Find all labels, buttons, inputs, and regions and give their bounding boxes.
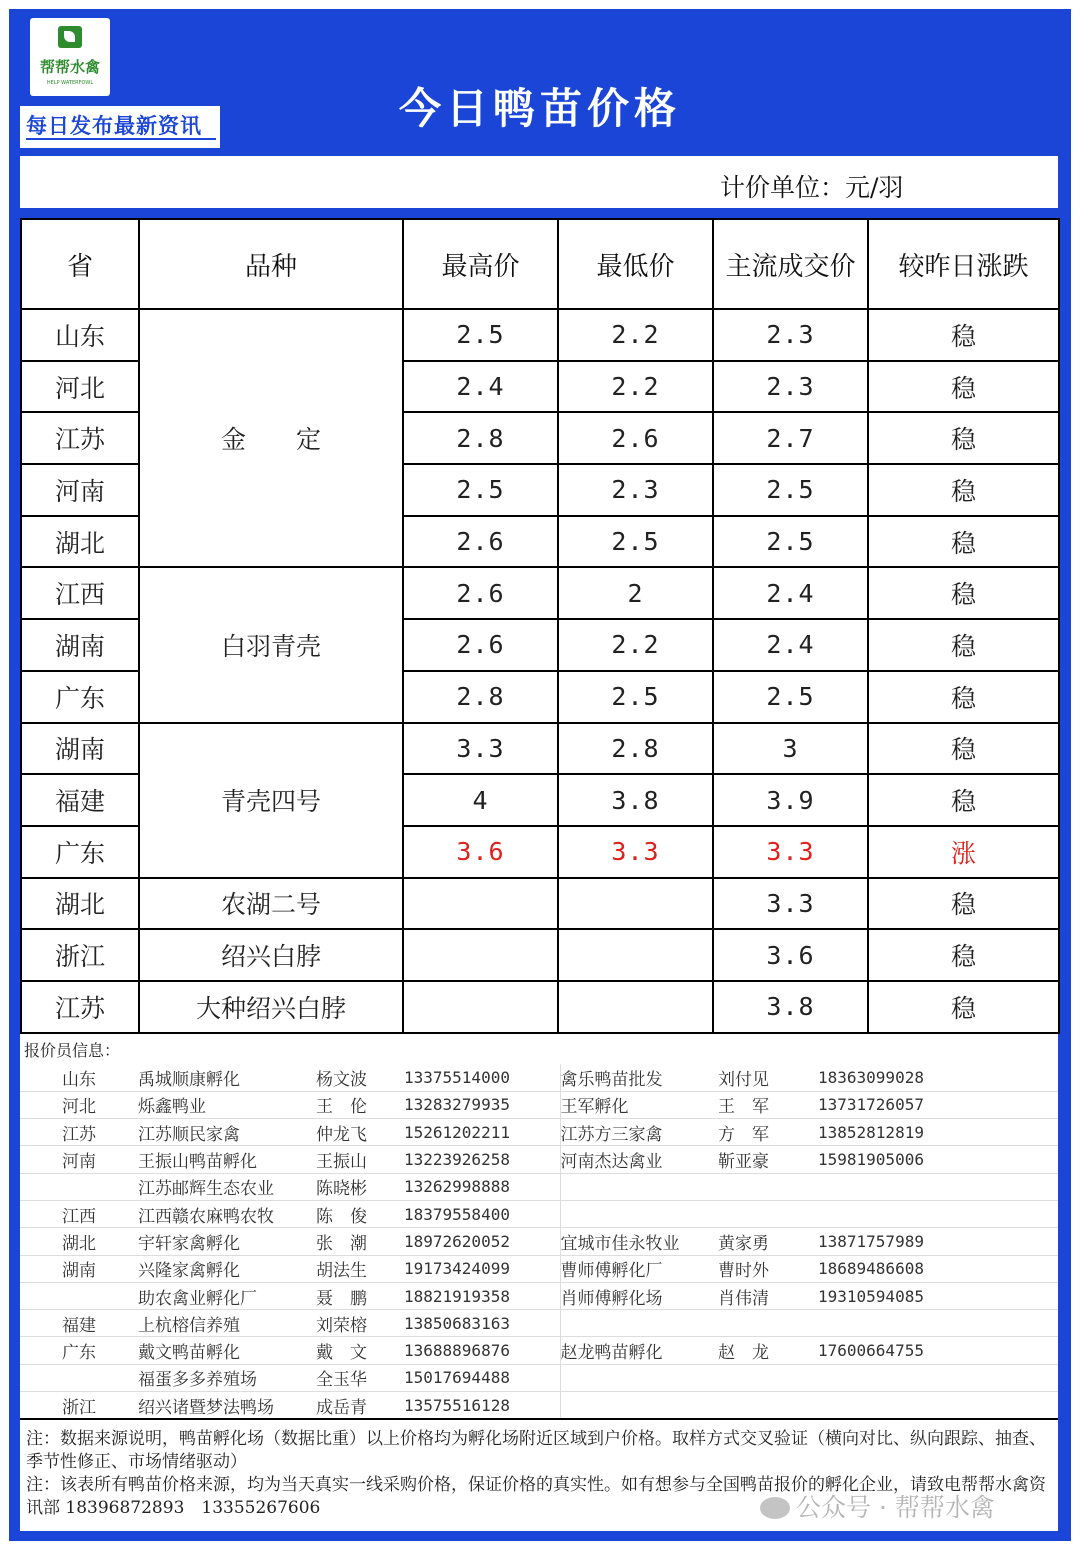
reporter-org: 助农禽业孵化厂	[138, 1282, 316, 1309]
province-cell: 广东	[21, 671, 139, 723]
reporter-name: 刘付见	[718, 1064, 818, 1091]
reporter-org: 宜城市佳永牧业	[560, 1228, 718, 1255]
unit-bar	[20, 156, 1058, 208]
reporter-name: 王 军	[718, 1091, 818, 1118]
reporter-province	[20, 1282, 138, 1309]
max-price-cell: 2.6	[403, 619, 558, 671]
change-cell: 稳	[868, 309, 1059, 361]
price-row	[21, 981, 1059, 1033]
change-cell: 稳	[868, 619, 1059, 671]
variety-cell: 农湖二号	[139, 878, 403, 930]
reporter-row	[20, 1364, 1058, 1391]
min-price-cell	[558, 981, 713, 1033]
main-price-cell: 2.3	[713, 361, 868, 413]
daily-tag	[20, 106, 220, 148]
reporters-title: 报价员信息：	[24, 1041, 121, 1060]
price-sheet	[20, 218, 1058, 1531]
reporter-province: 湖南	[20, 1255, 138, 1282]
reporter-name: 仲龙飞	[316, 1119, 404, 1146]
reporter-province: 福建	[20, 1310, 138, 1337]
reporter-phone	[818, 1310, 1058, 1337]
price-unit: 计价单位：元/羽	[720, 173, 904, 202]
variety-cell: 大种绍兴白脖	[139, 981, 403, 1033]
reporter-phone: 18972620052	[404, 1228, 560, 1255]
reporter-province: 河南	[20, 1146, 138, 1173]
change-cell: 稳	[868, 567, 1059, 619]
max-price-cell: 2.6	[403, 516, 558, 568]
reporter-phone: 18379558400	[404, 1200, 560, 1227]
main-price-cell: 2.3	[713, 309, 868, 361]
province-cell: 浙江	[21, 929, 139, 981]
reporter-province: 河北	[20, 1091, 138, 1118]
change-cell: 涨	[868, 826, 1059, 878]
province-cell: 河南	[21, 464, 139, 516]
watermark	[760, 1488, 995, 1524]
reporter-row	[20, 1064, 1058, 1091]
reporter-row	[20, 1310, 1058, 1337]
change-cell: 稳	[868, 723, 1059, 775]
province-cell: 江苏	[21, 981, 139, 1033]
main-price-cell: 2.4	[713, 619, 868, 671]
province-cell: 江西	[21, 567, 139, 619]
variety-cell: 青壳四号	[139, 723, 403, 878]
max-price-cell	[403, 878, 558, 930]
price-row	[21, 309, 1059, 361]
main-price-cell: 3.3	[713, 878, 868, 930]
reporter-row	[20, 1091, 1058, 1118]
reporter-name: 方 军	[718, 1119, 818, 1146]
main-price-cell: 3.8	[713, 981, 868, 1033]
province-cell: 湖南	[21, 723, 139, 775]
reporter-phone: 15261202211	[404, 1119, 560, 1146]
reporter-name: 聂 鹏	[316, 1282, 404, 1309]
province-cell: 江苏	[21, 412, 139, 464]
reporter-org: 河南杰达禽业	[560, 1146, 718, 1173]
change-cell: 稳	[868, 981, 1059, 1033]
change-cell: 稳	[868, 361, 1059, 413]
reporter-phone: 18363099028	[818, 1064, 1058, 1091]
price-row	[21, 567, 1059, 619]
note-authenticity: 注：该表所有鸭苗价格来源，均为当天真实一线采购价格，保证价格的真实性。如有想参与全国鸭苗报价的孵化企业，请致电帮帮水禽资讯部 18396872893 13355267606	[26, 1475, 1046, 1518]
price-row	[21, 723, 1059, 775]
province-cell: 湖北	[21, 516, 139, 568]
price-row	[21, 878, 1059, 930]
reporter-name: 黄家勇	[718, 1228, 818, 1255]
min-price-cell	[558, 929, 713, 981]
reporter-name: 王振山	[316, 1146, 404, 1173]
reporter-org: 兴隆家禽孵化	[138, 1255, 316, 1282]
reporter-name: 成岳青	[316, 1392, 404, 1419]
column-header: 主流成交价	[713, 219, 868, 309]
wechat-icon	[760, 1497, 790, 1519]
reporter-org: 肖师傅孵化场	[560, 1282, 718, 1309]
reporter-row	[20, 1255, 1058, 1282]
reporter-province: 江西	[20, 1200, 138, 1227]
reporters-table	[20, 1064, 1058, 1419]
reporter-name: 陈 俊	[316, 1200, 404, 1227]
reporter-phone	[818, 1392, 1058, 1419]
main-price-cell: 3.9	[713, 774, 868, 826]
max-price-cell: 2.5	[403, 464, 558, 516]
reporter-name: 张 潮	[316, 1228, 404, 1255]
reporter-row	[20, 1282, 1058, 1309]
watermark-text: 公众号 · 帮帮水禽	[796, 1493, 995, 1522]
reporter-org: 烁鑫鸭业	[138, 1091, 316, 1118]
max-price-cell: 2.4	[403, 361, 558, 413]
reporter-row	[20, 1392, 1058, 1419]
reporter-org: 江苏方三家禽	[560, 1119, 718, 1146]
min-price-cell: 2.2	[558, 309, 713, 361]
max-price-cell: 2.8	[403, 412, 558, 464]
reporter-name: 王 伦	[316, 1091, 404, 1118]
min-price-cell: 2.2	[558, 619, 713, 671]
daily-tag-text: 每日发布最新资讯	[26, 110, 216, 140]
reporter-org: 赵龙鸭苗孵化	[560, 1337, 718, 1364]
reporter-row	[20, 1173, 1058, 1200]
reporter-province: 浙江	[20, 1392, 138, 1419]
reporter-phone: 19310594085	[818, 1282, 1058, 1309]
reporter-phone	[818, 1200, 1058, 1227]
province-cell: 湖南	[21, 619, 139, 671]
logo-name: 帮帮水禽	[39, 58, 100, 76]
reporter-org: 禽乐鸭苗批发	[560, 1064, 718, 1091]
note-data-source: 注：数据来源说明，鸭苗孵化场（数据比重）以上价格均为孵化场附近区域到户价格。取样方式交叉验证（横向对比、纵向跟踪、抽查、季节性修正、市场情绪驱动）	[26, 1429, 1046, 1472]
change-cell: 稳	[868, 878, 1059, 930]
max-price-cell	[403, 981, 558, 1033]
main-price-cell: 3	[713, 723, 868, 775]
min-price-cell: 3.8	[558, 774, 713, 826]
min-price-cell: 2.5	[558, 671, 713, 723]
reporter-phone: 13850683163	[404, 1310, 560, 1337]
reporter-province	[20, 1364, 138, 1391]
reporter-org: 江苏顺民家禽	[138, 1119, 316, 1146]
reporter-phone: 15017694488	[404, 1364, 560, 1391]
reporter-phone: 13731726057	[818, 1091, 1058, 1118]
price-row	[21, 929, 1059, 981]
reporter-org	[560, 1173, 718, 1200]
change-cell: 稳	[868, 464, 1059, 516]
max-price-cell: 4	[403, 774, 558, 826]
max-price-cell: 3.6	[403, 826, 558, 878]
main-price-cell: 2.7	[713, 412, 868, 464]
reporter-org	[560, 1200, 718, 1227]
max-price-cell: 2.6	[403, 567, 558, 619]
max-price-cell: 3.3	[403, 723, 558, 775]
reporter-province: 湖北	[20, 1228, 138, 1255]
main-price-cell: 2.5	[713, 516, 868, 568]
change-cell: 稳	[868, 516, 1059, 568]
reporter-phone: 13375514000	[404, 1064, 560, 1091]
reporter-row	[20, 1228, 1058, 1255]
reporter-name: 胡法生	[316, 1255, 404, 1282]
reporter-name	[718, 1364, 818, 1391]
variety-cell: 金 定	[139, 309, 403, 567]
reporter-name	[718, 1392, 818, 1419]
reporter-name: 杨文波	[316, 1064, 404, 1091]
leaf-logo-icon	[58, 26, 82, 48]
reporter-org	[560, 1364, 718, 1391]
reporter-phone: 18689486608	[818, 1255, 1058, 1282]
province-cell: 福建	[21, 774, 139, 826]
reporter-name: 肖伟清	[718, 1282, 818, 1309]
min-price-cell: 2.5	[558, 516, 713, 568]
reporter-phone: 13871757989	[818, 1228, 1058, 1255]
max-price-cell: 2.8	[403, 671, 558, 723]
price-table-header	[21, 219, 1059, 309]
min-price-cell: 2.8	[558, 723, 713, 775]
reporter-phone	[818, 1364, 1058, 1391]
reporter-phone	[818, 1173, 1058, 1200]
reporter-province: 江苏	[20, 1119, 138, 1146]
province-cell: 河北	[21, 361, 139, 413]
reporter-org	[560, 1310, 718, 1337]
variety-cell: 白羽青壳	[139, 567, 403, 722]
reporter-org: 江苏邮辉生态农业	[138, 1173, 316, 1200]
reporter-name	[718, 1200, 818, 1227]
reporter-org: 王振山鸭苗孵化	[138, 1146, 316, 1173]
min-price-cell: 3.3	[558, 826, 713, 878]
main-price-cell: 3.3	[713, 826, 868, 878]
column-header: 省	[21, 219, 139, 309]
reporter-phone: 19173424099	[404, 1255, 560, 1282]
reporter-name: 戴 文	[316, 1337, 404, 1364]
reporter-phone: 13223926258	[404, 1146, 560, 1173]
reporter-name	[718, 1310, 818, 1337]
reporter-org: 禹城顺康孵化	[138, 1064, 316, 1091]
reporter-row	[20, 1146, 1058, 1173]
max-price-cell: 2.5	[403, 309, 558, 361]
reporter-name: 靳亚豪	[718, 1146, 818, 1173]
reporter-org: 福蛋多多养殖场	[138, 1364, 316, 1391]
variety-cell: 绍兴白脖	[139, 929, 403, 981]
reporter-name: 陈晓彬	[316, 1173, 404, 1200]
logo-english-name: HELP WATERFOWL	[46, 80, 94, 86]
reporter-name: 刘荣榕	[316, 1310, 404, 1337]
column-header: 品种	[139, 219, 403, 309]
price-table	[20, 218, 1060, 1034]
province-cell: 湖北	[21, 878, 139, 930]
min-price-cell: 2.6	[558, 412, 713, 464]
reporter-org: 宇轩家禽孵化	[138, 1228, 316, 1255]
column-header: 较昨日涨跌	[868, 219, 1059, 309]
main-price-cell: 3.6	[713, 929, 868, 981]
reporter-phone: 13262998888	[404, 1173, 560, 1200]
reporter-org: 绍兴诸暨梦法鸭场	[138, 1392, 316, 1419]
change-cell: 稳	[868, 412, 1059, 464]
reporter-phone: 13283279935	[404, 1091, 560, 1118]
reporter-org	[560, 1392, 718, 1419]
column-header: 最低价	[558, 219, 713, 309]
min-price-cell: 2	[558, 567, 713, 619]
main-price-cell: 2.4	[713, 567, 868, 619]
brand-logo	[30, 18, 110, 96]
reporter-name: 曹时外	[718, 1255, 818, 1282]
reporter-phone: 18821919358	[404, 1282, 560, 1309]
reporter-province: 山东	[20, 1064, 138, 1091]
change-cell: 稳	[868, 774, 1059, 826]
reporter-org: 曹师傅孵化厂	[560, 1255, 718, 1282]
reporter-province	[20, 1173, 138, 1200]
reporter-name: 赵 龙	[718, 1337, 818, 1364]
reporter-phone: 15981905006	[818, 1146, 1058, 1173]
reporter-phone: 13575516128	[404, 1392, 560, 1419]
reporter-row	[20, 1200, 1058, 1227]
reporter-name	[718, 1173, 818, 1200]
reporter-phone: 13852812819	[818, 1119, 1058, 1146]
min-price-cell: 2.2	[558, 361, 713, 413]
reporter-name: 全玉华	[316, 1364, 404, 1391]
column-header: 最高价	[403, 219, 558, 309]
reporter-phone: 13688896876	[404, 1337, 560, 1364]
reporter-row	[20, 1337, 1058, 1364]
change-cell: 稳	[868, 929, 1059, 981]
page-title: 今日鸭苗价格	[398, 84, 681, 133]
reporter-row	[20, 1119, 1058, 1146]
main-price-cell: 2.5	[713, 671, 868, 723]
reporter-org: 戴文鸭苗孵化	[138, 1337, 316, 1364]
reporter-org: 江西赣农麻鸭农牧	[138, 1200, 316, 1227]
province-cell: 广东	[21, 826, 139, 878]
reporter-org: 王军孵化	[560, 1091, 718, 1118]
min-price-cell: 2.3	[558, 464, 713, 516]
max-price-cell	[403, 929, 558, 981]
reporter-province: 广东	[20, 1337, 138, 1364]
main-price-cell: 2.5	[713, 464, 868, 516]
province-cell: 山东	[21, 309, 139, 361]
min-price-cell	[558, 878, 713, 930]
reporter-phone: 17600664755	[818, 1337, 1058, 1364]
reporter-org: 上杭榕信养殖	[138, 1310, 316, 1337]
change-cell: 稳	[868, 671, 1059, 723]
